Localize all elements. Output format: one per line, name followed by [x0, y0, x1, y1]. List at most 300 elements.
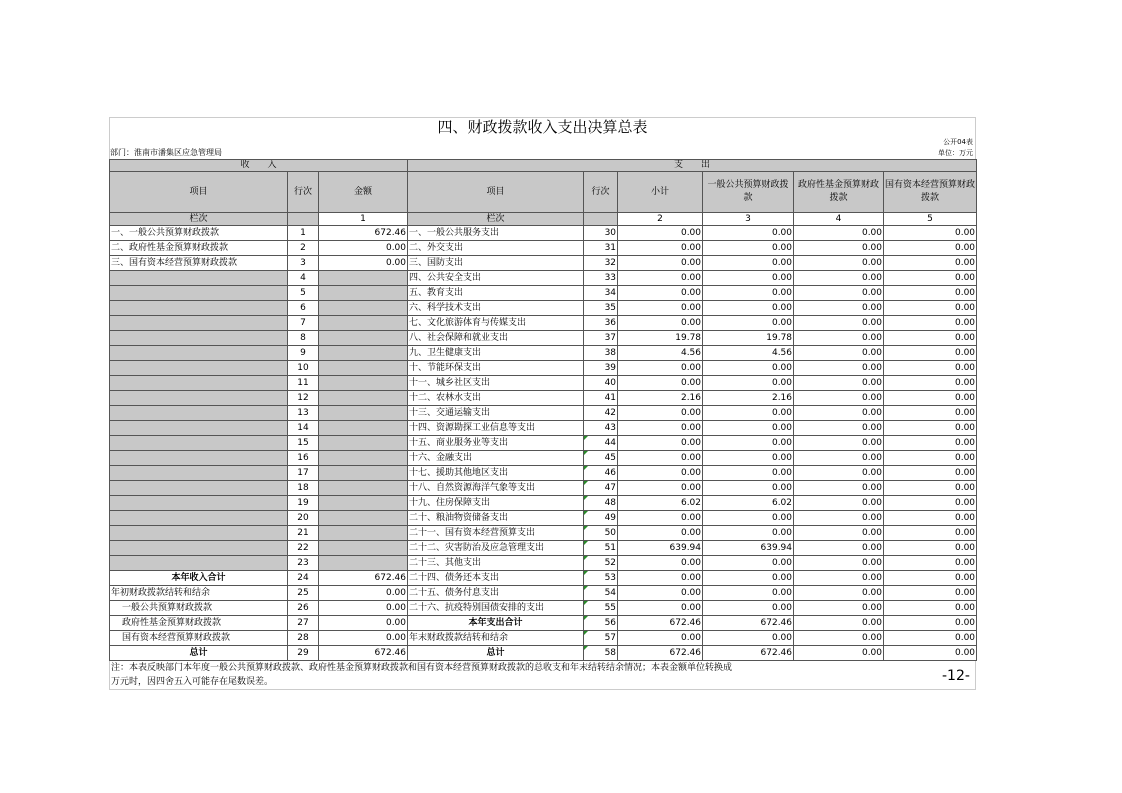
income-line-cell: 22 — [288, 541, 319, 556]
footnote-line-2: 万元时，因四舍五入可能存在尾数误差。 — [111, 677, 274, 687]
subtotal-cell: 0.00 — [618, 556, 703, 571]
income-item-cell — [110, 316, 288, 331]
expense-item-header: 项目 — [408, 172, 584, 213]
state-capital-cell: 0.00 — [884, 376, 977, 391]
income-item-cell — [110, 361, 288, 376]
expense-line-cell: 51 — [584, 541, 618, 556]
table-row — [110, 466, 977, 481]
general-budget-cell: 6.02 — [703, 496, 794, 511]
income-item-cell: 政府性基金预算财政拨款 — [110, 616, 288, 631]
state-capital-cell: 0.00 — [884, 256, 977, 271]
general-budget-header: 一般公共预算财政拨款 — [703, 172, 794, 213]
expense-line-cell: 37 — [584, 331, 618, 346]
state-capital-cell: 0.00 — [884, 616, 977, 631]
income-line-cell: 5 — [288, 286, 319, 301]
income-line-cell: 10 — [288, 361, 319, 376]
income-item-cell — [110, 271, 288, 286]
fund-budget-cell: 0.00 — [794, 436, 884, 451]
fund-budget-cell: 0.00 — [794, 451, 884, 466]
general-budget-cell: 0.00 — [703, 256, 794, 271]
subtotal-cell: 0.00 — [618, 631, 703, 646]
col3-number: 3 — [703, 213, 794, 226]
expense-item-cell: 十四、资源勘探工业信息等支出 — [408, 421, 584, 436]
subtotal-cell: 2.16 — [618, 391, 703, 406]
expense-item-cell: 十二、农林水支出 — [408, 391, 584, 406]
expense-line-cell: 38 — [584, 346, 618, 361]
expense-item-cell: 年末财政拨款结转和结余 — [408, 631, 584, 646]
fund-budget-cell: 0.00 — [794, 226, 884, 241]
subtotal-cell: 0.00 — [618, 451, 703, 466]
state-capital-cell: 0.00 — [884, 346, 977, 361]
subtotal-cell: 0.00 — [618, 226, 703, 241]
income-amount-cell — [319, 391, 408, 406]
state-capital-cell: 0.00 — [884, 331, 977, 346]
income-amount-cell: 0.00 — [319, 586, 408, 601]
general-budget-cell: 0.00 — [703, 586, 794, 601]
expense-item-cell: 二十四、债务还本支出 — [408, 571, 584, 586]
income-amount-cell — [319, 436, 408, 451]
fund-budget-cell: 0.00 — [794, 616, 884, 631]
general-budget-cell: 2.16 — [703, 391, 794, 406]
expense-item-cell: 十七、援助其他地区支出 — [408, 466, 584, 481]
fund-budget-cell: 0.00 — [794, 631, 884, 646]
expense-line-cell: 54 — [584, 586, 618, 601]
income-item-cell: 一般公共预算财政拨款 — [110, 601, 288, 616]
general-budget-cell: 0.00 — [703, 226, 794, 241]
general-budget-cell: 4.56 — [703, 346, 794, 361]
expense-item-cell: 十、节能环保支出 — [408, 361, 584, 376]
income-amount-header: 金额 — [319, 172, 408, 213]
state-capital-cell: 0.00 — [884, 526, 977, 541]
table-row — [110, 241, 977, 256]
table-row — [110, 481, 977, 496]
state-capital-cell: 0.00 — [884, 631, 977, 646]
general-budget-cell: 0.00 — [703, 376, 794, 391]
income-item-cell: 本年收入合计 — [110, 571, 288, 586]
state-capital-cell: 0.00 — [884, 421, 977, 436]
table-row — [110, 301, 977, 316]
fund-budget-cell: 0.00 — [794, 286, 884, 301]
fund-budget-cell: 0.00 — [794, 526, 884, 541]
income-line-cell: 3 — [288, 256, 319, 271]
subtotal-cell: 0.00 — [618, 406, 703, 421]
income-amount-cell — [319, 316, 408, 331]
fund-budget-cell: 0.00 — [794, 331, 884, 346]
expense-line-blank — [584, 213, 618, 226]
income-amount-cell — [319, 331, 408, 346]
general-budget-cell: 0.00 — [703, 271, 794, 286]
expense-item-cell: 总计 — [408, 646, 584, 661]
state-capital-cell: 0.00 — [884, 586, 977, 601]
income-line-cell: 14 — [288, 421, 319, 436]
table-row — [110, 256, 977, 271]
income-amount-cell: 672.46 — [319, 226, 408, 241]
income-amount-cell — [319, 376, 408, 391]
income-line-cell: 24 — [288, 571, 319, 586]
income-line-cell: 18 — [288, 481, 319, 496]
general-budget-cell: 672.46 — [703, 646, 794, 661]
income-amount-cell — [319, 526, 408, 541]
income-amount-cell — [319, 541, 408, 556]
subtotal-cell: 0.00 — [618, 466, 703, 481]
fund-budget-cell: 0.00 — [794, 271, 884, 286]
form-number: 公开04表 — [109, 137, 976, 147]
general-budget-cell: 0.00 — [703, 421, 794, 436]
table-row — [110, 421, 977, 436]
income-item-cell — [110, 421, 288, 436]
income-item-cell — [110, 451, 288, 466]
income-item-cell — [110, 406, 288, 421]
fund-budget-cell: 0.00 — [794, 361, 884, 376]
income-amount-cell — [319, 271, 408, 286]
table-row — [110, 541, 977, 556]
state-capital-cell: 0.00 — [884, 646, 977, 661]
income-line-blank — [288, 213, 319, 226]
table-row — [110, 436, 977, 451]
unit-label: 单位：万元 — [938, 149, 973, 157]
expense-line-cell: 43 — [584, 421, 618, 436]
income-item-cell: 总计 — [110, 646, 288, 661]
general-budget-cell: 19.78 — [703, 331, 794, 346]
income-amount-cell — [319, 481, 408, 496]
expense-item-cell: 二、外交支出 — [408, 241, 584, 256]
income-amount-cell: 672.46 — [319, 646, 408, 661]
expense-item-cell: 十一、城乡社区支出 — [408, 376, 584, 391]
fund-budget-cell: 0.00 — [794, 256, 884, 271]
fund-budget-cell: 0.00 — [794, 646, 884, 661]
income-item-cell — [110, 466, 288, 481]
income-item-cell — [110, 556, 288, 571]
income-line-cell: 16 — [288, 451, 319, 466]
general-budget-cell: 0.00 — [703, 361, 794, 376]
expense-line-cell: 35 — [584, 301, 618, 316]
income-amount-cell — [319, 421, 408, 436]
general-budget-cell: 0.00 — [703, 451, 794, 466]
income-amount-cell: 0.00 — [319, 256, 408, 271]
fund-budget-cell: 0.00 — [794, 391, 884, 406]
col2-number: 2 — [618, 213, 703, 226]
table-row — [110, 526, 977, 541]
subtotal-cell: 0.00 — [618, 526, 703, 541]
income-line-cell: 29 — [288, 646, 319, 661]
state-capital-header: 国有资本经营预算财政拨款 — [884, 172, 977, 213]
income-column-no-label: 栏次 — [110, 213, 288, 226]
table-row — [110, 631, 977, 646]
page-title: 四、财政拨款收入支出决算总表 — [109, 117, 976, 137]
table-row — [110, 376, 977, 391]
expense-line-cell: 55 — [584, 601, 618, 616]
subtotal-cell: 672.46 — [618, 616, 703, 631]
col1-number: 1 — [319, 213, 408, 226]
income-line-cell: 1 — [288, 226, 319, 241]
state-capital-cell: 0.00 — [884, 481, 977, 496]
subtotal-cell: 0.00 — [618, 436, 703, 451]
expense-item-cell: 九、卫生健康支出 — [408, 346, 584, 361]
table-row — [110, 346, 977, 361]
fund-budget-cell: 0.00 — [794, 556, 884, 571]
income-item-cell: 一、一般公共预算财政拨款 — [110, 226, 288, 241]
state-capital-cell: 0.00 — [884, 301, 977, 316]
table-row — [110, 616, 977, 631]
expense-item-cell: 二十五、债务付息支出 — [408, 586, 584, 601]
subtotal-cell: 0.00 — [618, 586, 703, 601]
income-amount-cell: 0.00 — [319, 631, 408, 646]
income-line-cell: 27 — [288, 616, 319, 631]
state-capital-cell: 0.00 — [884, 271, 977, 286]
income-line-cell: 6 — [288, 301, 319, 316]
subtotal-cell: 0.00 — [618, 241, 703, 256]
income-line-header: 行次 — [288, 172, 319, 213]
state-capital-cell: 0.00 — [884, 571, 977, 586]
table-row — [110, 451, 977, 466]
fund-budget-cell: 0.00 — [794, 586, 884, 601]
expense-line-cell: 45 — [584, 451, 618, 466]
table-row — [110, 316, 977, 331]
expense-item-cell: 十八、自然资源海洋气象等支出 — [408, 481, 584, 496]
header-row-column-numbers — [110, 213, 977, 226]
income-amount-cell — [319, 346, 408, 361]
fiscal-summary-sheet — [109, 117, 976, 690]
expense-item-cell: 三、国防支出 — [408, 256, 584, 271]
income-line-cell: 13 — [288, 406, 319, 421]
expense-item-cell: 二十六、抗疫特别国债安排的支出 — [408, 601, 584, 616]
subtotal-cell: 0.00 — [618, 511, 703, 526]
income-line-cell: 19 — [288, 496, 319, 511]
table-row — [110, 226, 977, 241]
state-capital-cell: 0.00 — [884, 496, 977, 511]
page-number: -12- — [942, 668, 970, 684]
subtotal-cell: 0.00 — [618, 361, 703, 376]
income-amount-cell — [319, 451, 408, 466]
income-item-cell: 二、政府性基金预算财政拨款 — [110, 241, 288, 256]
fund-budget-cell: 0.00 — [794, 541, 884, 556]
table-row — [110, 406, 977, 421]
income-amount-cell — [319, 466, 408, 481]
subtotal-cell: 672.46 — [618, 646, 703, 661]
subtotal-cell: 639.94 — [618, 541, 703, 556]
state-capital-cell: 0.00 — [884, 436, 977, 451]
footnote — [109, 661, 976, 690]
subtotal-cell: 0.00 — [618, 271, 703, 286]
expense-line-cell: 32 — [584, 256, 618, 271]
income-item-cell — [110, 391, 288, 406]
department-row — [109, 147, 976, 159]
subtotal-cell: 4.56 — [618, 346, 703, 361]
state-capital-cell: 0.00 — [884, 226, 977, 241]
subtotal-cell: 0.00 — [618, 316, 703, 331]
income-item-cell: 年初财政拨款结转和结余 — [110, 586, 288, 601]
expense-item-cell: 六、科学技术支出 — [408, 301, 584, 316]
fund-budget-header: 政府性基金预算财政拨款 — [794, 172, 884, 213]
state-capital-cell: 0.00 — [884, 286, 977, 301]
col4-number: 4 — [794, 213, 884, 226]
table-row — [110, 601, 977, 616]
subtotal-cell: 0.00 — [618, 601, 703, 616]
fund-budget-cell: 0.00 — [794, 481, 884, 496]
income-line-cell: 17 — [288, 466, 319, 481]
fund-budget-cell: 0.00 — [794, 511, 884, 526]
general-budget-cell: 0.00 — [703, 526, 794, 541]
income-item-cell — [110, 481, 288, 496]
income-line-cell: 8 — [288, 331, 319, 346]
income-amount-cell: 0.00 — [319, 241, 408, 256]
state-capital-cell: 0.00 — [884, 361, 977, 376]
expense-line-cell: 49 — [584, 511, 618, 526]
expense-line-cell: 39 — [584, 361, 618, 376]
income-item-cell — [110, 331, 288, 346]
expense-item-cell: 十五、商业服务业等支出 — [408, 436, 584, 451]
subtotal-cell: 0.00 — [618, 571, 703, 586]
income-item-cell: 国有资本经营预算财政拨款 — [110, 631, 288, 646]
income-line-cell: 25 — [288, 586, 319, 601]
table-row — [110, 586, 977, 601]
general-budget-cell: 0.00 — [703, 316, 794, 331]
income-line-cell: 21 — [288, 526, 319, 541]
income-item-cell: 三、国有资本经营预算财政拨款 — [110, 256, 288, 271]
income-item-cell — [110, 376, 288, 391]
expense-item-cell: 本年支出合计 — [408, 616, 584, 631]
income-item-cell — [110, 511, 288, 526]
state-capital-cell: 0.00 — [884, 241, 977, 256]
expense-item-cell: 四、公共安全支出 — [408, 271, 584, 286]
general-budget-cell: 0.00 — [703, 241, 794, 256]
general-budget-cell: 0.00 — [703, 436, 794, 451]
state-capital-cell: 0.00 — [884, 316, 977, 331]
subtotal-header: 小计 — [618, 172, 703, 213]
fund-budget-cell: 0.00 — [794, 316, 884, 331]
fund-budget-cell: 0.00 — [794, 346, 884, 361]
expense-item-cell: 一、一般公共服务支出 — [408, 226, 584, 241]
subtotal-cell: 0.00 — [618, 301, 703, 316]
subtotal-cell: 0.00 — [618, 421, 703, 436]
table-row — [110, 391, 977, 406]
expense-item-cell: 二十、粮油物资储备支出 — [408, 511, 584, 526]
table-row — [110, 331, 977, 346]
state-capital-cell: 0.00 — [884, 406, 977, 421]
fund-budget-cell: 0.00 — [794, 241, 884, 256]
general-budget-cell: 0.00 — [703, 286, 794, 301]
table-row — [110, 271, 977, 286]
income-amount-cell — [319, 301, 408, 316]
income-line-cell: 11 — [288, 376, 319, 391]
expense-item-cell: 五、教育支出 — [408, 286, 584, 301]
general-budget-cell: 0.00 — [703, 406, 794, 421]
fund-budget-cell: 0.00 — [794, 571, 884, 586]
table-row — [110, 511, 977, 526]
expense-line-cell: 52 — [584, 556, 618, 571]
income-amount-cell — [319, 406, 408, 421]
general-budget-cell: 0.00 — [703, 511, 794, 526]
summary-table — [109, 159, 977, 661]
general-budget-cell: 639.94 — [703, 541, 794, 556]
expense-item-cell: 十九、住房保障支出 — [408, 496, 584, 511]
table-row — [110, 496, 977, 511]
subtotal-cell: 0.00 — [618, 256, 703, 271]
state-capital-cell: 0.00 — [884, 451, 977, 466]
expense-line-cell: 41 — [584, 391, 618, 406]
expense-item-cell: 二十三、其他支出 — [408, 556, 584, 571]
header-row-columns — [110, 172, 977, 213]
expense-header: 支 出 — [408, 160, 977, 172]
subtotal-cell: 0.00 — [618, 286, 703, 301]
state-capital-cell: 0.00 — [884, 391, 977, 406]
expense-item-cell: 二十一、国有资本经营预算支出 — [408, 526, 584, 541]
income-amount-cell — [319, 286, 408, 301]
fund-budget-cell: 0.00 — [794, 466, 884, 481]
subtotal-cell: 6.02 — [618, 496, 703, 511]
expense-line-cell: 53 — [584, 571, 618, 586]
state-capital-cell: 0.00 — [884, 541, 977, 556]
expense-line-cell: 46 — [584, 466, 618, 481]
fund-budget-cell: 0.00 — [794, 496, 884, 511]
subtotal-cell: 0.00 — [618, 481, 703, 496]
header-row-sections — [110, 160, 977, 172]
income-amount-cell: 0.00 — [319, 616, 408, 631]
fund-budget-cell: 0.00 — [794, 376, 884, 391]
footnote-line-1: 注：本表反映部门本年度一般公共预算财政拨款、政府性基金预算财政拨款和国有资本经营预算财政拨款的总收支和年末结转结余情况；本表金额单位转换成 — [111, 663, 733, 673]
income-header: 收 入 — [110, 160, 408, 172]
expense-line-cell: 36 — [584, 316, 618, 331]
col5-number: 5 — [884, 213, 977, 226]
state-capital-cell: 0.00 — [884, 556, 977, 571]
income-line-cell: 23 — [288, 556, 319, 571]
general-budget-cell: 0.00 — [703, 481, 794, 496]
expense-column-no-label: 栏次 — [408, 213, 584, 226]
general-budget-cell: 0.00 — [703, 466, 794, 481]
income-amount-cell — [319, 361, 408, 376]
expense-line-cell: 57 — [584, 631, 618, 646]
state-capital-cell: 0.00 — [884, 601, 977, 616]
expense-line-cell: 44 — [584, 436, 618, 451]
fund-budget-cell: 0.00 — [794, 601, 884, 616]
income-item-cell — [110, 286, 288, 301]
expense-line-cell: 56 — [584, 616, 618, 631]
expense-line-cell: 48 — [584, 496, 618, 511]
fund-budget-cell: 0.00 — [794, 421, 884, 436]
income-line-cell: 9 — [288, 346, 319, 361]
income-amount-cell — [319, 511, 408, 526]
income-line-cell: 15 — [288, 436, 319, 451]
general-budget-cell: 0.00 — [703, 571, 794, 586]
expense-line-header: 行次 — [584, 172, 618, 213]
income-item-header: 项目 — [110, 172, 288, 213]
expense-item-cell: 二十二、灾害防治及应急管理支出 — [408, 541, 584, 556]
fund-budget-cell: 0.00 — [794, 301, 884, 316]
expense-line-cell: 58 — [584, 646, 618, 661]
table-row — [110, 556, 977, 571]
general-budget-cell: 0.00 — [703, 556, 794, 571]
income-line-cell: 20 — [288, 511, 319, 526]
expense-line-cell: 50 — [584, 526, 618, 541]
state-capital-cell: 0.00 — [884, 511, 977, 526]
expense-line-cell: 31 — [584, 241, 618, 256]
table-row — [110, 646, 977, 661]
income-amount-cell: 672.46 — [319, 571, 408, 586]
state-capital-cell: 0.00 — [884, 466, 977, 481]
table-row — [110, 571, 977, 586]
expense-line-cell: 30 — [584, 226, 618, 241]
income-amount-cell — [319, 556, 408, 571]
income-line-cell: 28 — [288, 631, 319, 646]
income-item-cell — [110, 346, 288, 361]
income-line-cell: 12 — [288, 391, 319, 406]
income-line-cell: 4 — [288, 271, 319, 286]
income-item-cell — [110, 541, 288, 556]
fund-budget-cell: 0.00 — [794, 406, 884, 421]
expense-line-cell: 42 — [584, 406, 618, 421]
expense-line-cell: 40 — [584, 376, 618, 391]
expense-item-cell: 七、文化旅游体育与传媒支出 — [408, 316, 584, 331]
